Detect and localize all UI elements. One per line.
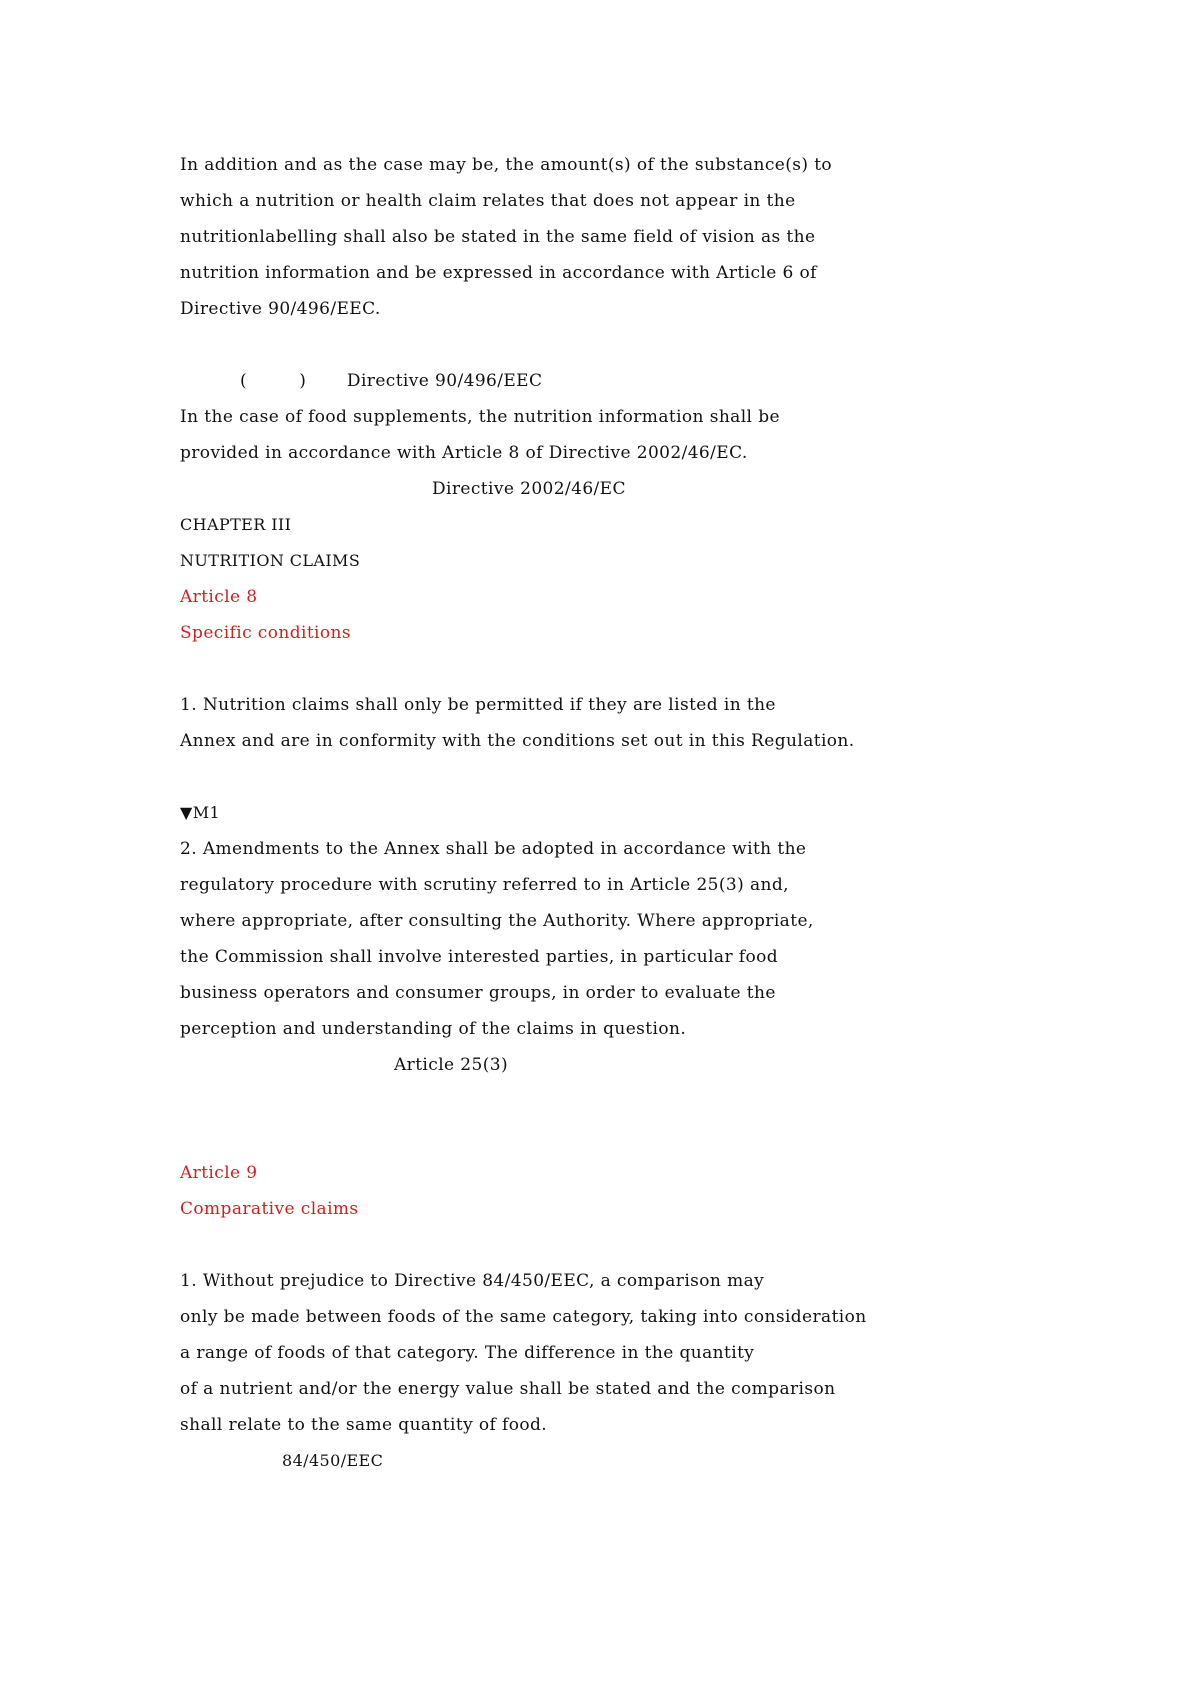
supplements-line-2: provided in accordance with Article 8 of Directive 2002/46/EC. <box>180 443 748 463</box>
article-8-subheading: Specific conditions <box>180 623 352 643</box>
intro-line-1: In addition and as the case may be, the amount(s) of the substance(s) to <box>180 155 833 175</box>
chapter-title: NUTRITION CLAIMS <box>180 551 361 570</box>
article-8-para1-line-2: Annex and are in conformity with the conditions set out in this Regulation. <box>180 731 855 751</box>
article-9-subheading: Comparative claims <box>180 1199 359 1219</box>
article-8-para2-line-1: 2. Amendments to the Annex shall be adopted in accordance with the <box>180 839 807 859</box>
article-8-para2-line-3: where appropriate, after consulting the Authority. Where appropriate, <box>180 911 814 931</box>
translation-note-1: ( ) Directive 90/496/EEC <box>240 371 543 391</box>
translation-note-3: Article 25(3) <box>394 1055 509 1075</box>
translation-note-4: 84/450/EEC <box>282 1451 384 1470</box>
intro-line-4: nutrition information and be expressed in accordance with Article 6 of <box>180 263 817 283</box>
article-8-para2-line-5: business operators and consumer groups, in order to evaluate the <box>180 983 776 1003</box>
translation-note-2: Directive 2002/46/EC <box>432 479 626 499</box>
supplements-line-1: In the case of food supplements, the nutrition information shall be <box>180 407 780 427</box>
amendment-marker: ▼M1 <box>180 803 221 822</box>
intro-line-3: nutritionlabelling shall also be stated in the same field of vision as the <box>180 227 816 247</box>
article-9-para1-line-4: of a nutrient and/or the energy value shall be stated and the comparison <box>180 1379 836 1399</box>
article-8-para1-line-1: 1. Nutrition claims shall only be permitted if they are listed in the <box>180 695 776 715</box>
intro-line-5: Directive 90/496/EEC. <box>180 299 381 319</box>
article-9-para1-line-2: only be made between foods of the same category, taking into consideration <box>180 1307 867 1327</box>
intro-line-2: which a nutrition or health claim relates that does not appear in the <box>180 191 796 211</box>
chapter-number: CHAPTER III <box>180 515 292 534</box>
article-9-para1-line-3: a range of foods of that category. The difference in the quantity <box>180 1343 755 1363</box>
article-9-para1-line-1: 1. Without prejudice to Directive 84/450/EEC, a comparison may <box>180 1271 765 1291</box>
article-8-para2-line-6: perception and understanding of the claims in question. <box>180 1019 687 1039</box>
article-9-heading: Article 9 <box>180 1163 258 1183</box>
article-8-para2-line-2: regulatory procedure with scrutiny referred to in Article 25(3) and, <box>180 875 789 895</box>
article-8-heading: Article 8 <box>180 587 258 607</box>
article-8-para2-line-4: the Commission shall involve interested parties, in particular food <box>180 947 779 967</box>
article-9-para1-line-5: shall relate to the same quantity of food. <box>180 1415 548 1435</box>
